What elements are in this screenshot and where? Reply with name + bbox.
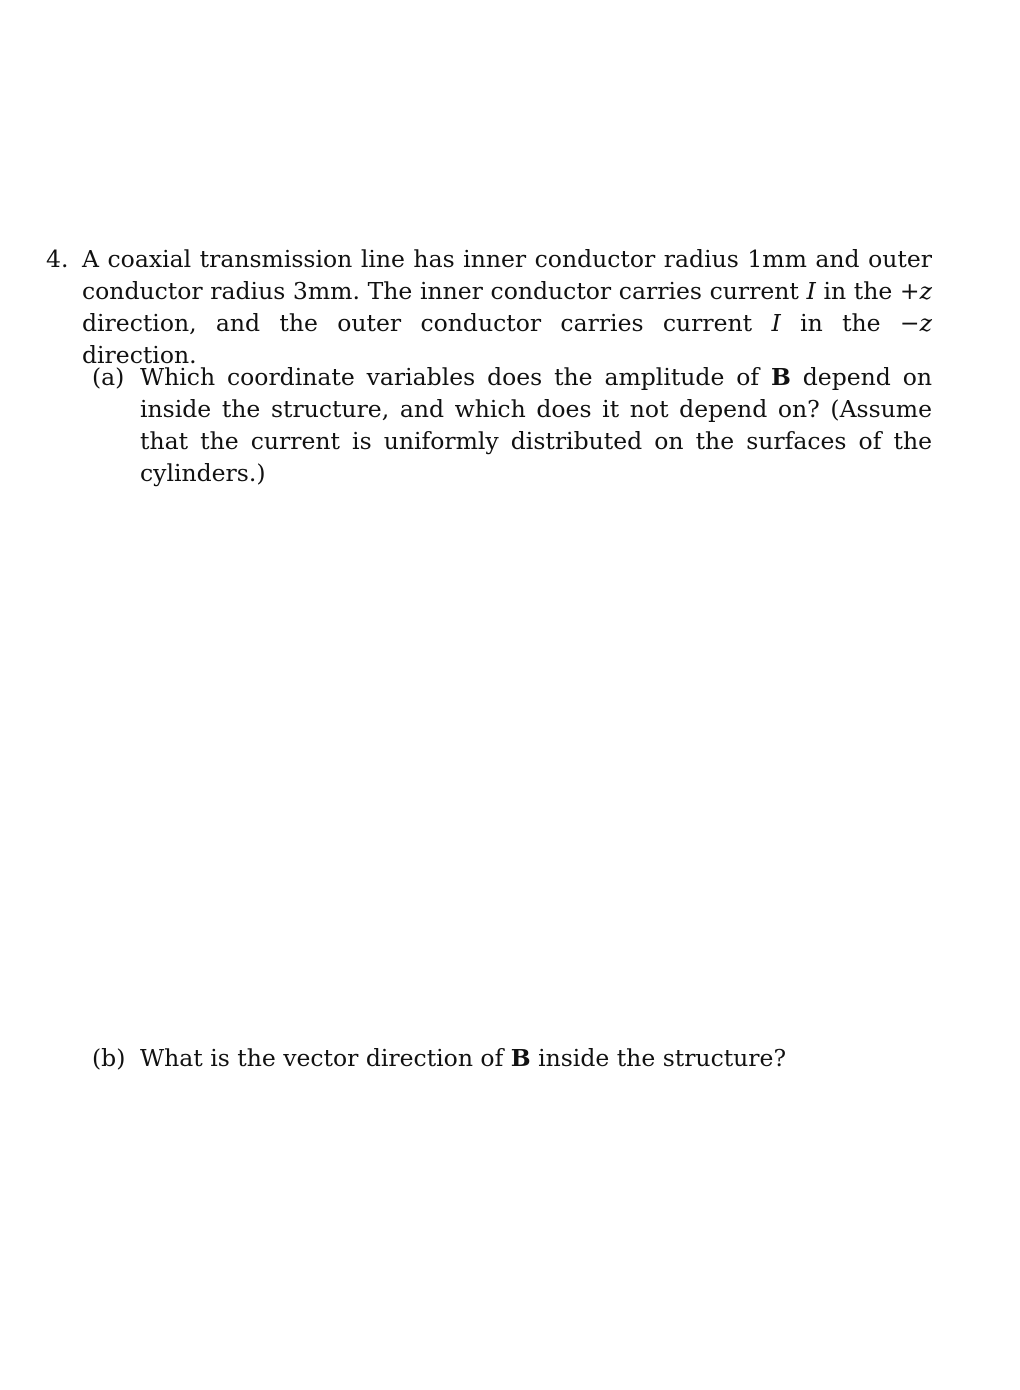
part-b — [92, 1042, 932, 1074]
problem-text-1: A coaxial transmission line has inner conductor radius 1mm and outer conductor radius 3mm. The inner conductor carries current — [82, 245, 932, 305]
problem-text-5: direction. — [82, 341, 197, 369]
vector-b-symbol: B — [510, 1044, 531, 1072]
problem-statement — [46, 243, 932, 371]
part-b-question — [92, 1042, 932, 1074]
problem-number: 4. — [46, 245, 69, 273]
problem-4 — [46, 243, 932, 371]
z-variable-2: z — [919, 309, 933, 337]
vector-b-symbol: B — [770, 363, 791, 391]
part-a-text-1: Which coordinate variables does the amplitude of — [140, 363, 771, 391]
part-a-label: (a) — [92, 363, 125, 391]
part-a — [92, 361, 932, 489]
plus-sign: + — [899, 277, 920, 305]
part-b-label: (b) — [92, 1044, 126, 1072]
part-a-question — [92, 361, 932, 489]
problem-text-3: direction, and the outer conductor carries current — [82, 309, 772, 337]
current-variable-1: I — [806, 277, 816, 305]
part-b-text-1: What is the vector direction of — [140, 1044, 511, 1072]
part-a-text-2: depend on inside the structure, and which does it not depend on? (Assume that the current is uniformly distributed on the surfaces of the cylinders.) — [140, 363, 932, 487]
problem-text-4: in the — [780, 309, 900, 337]
minus-sign: − — [899, 309, 920, 337]
current-variable-2: I — [771, 309, 781, 337]
problem-text-2: in the — [815, 277, 900, 305]
z-variable-1: z — [919, 277, 933, 305]
part-b-text-2: inside the structure? — [530, 1044, 787, 1072]
